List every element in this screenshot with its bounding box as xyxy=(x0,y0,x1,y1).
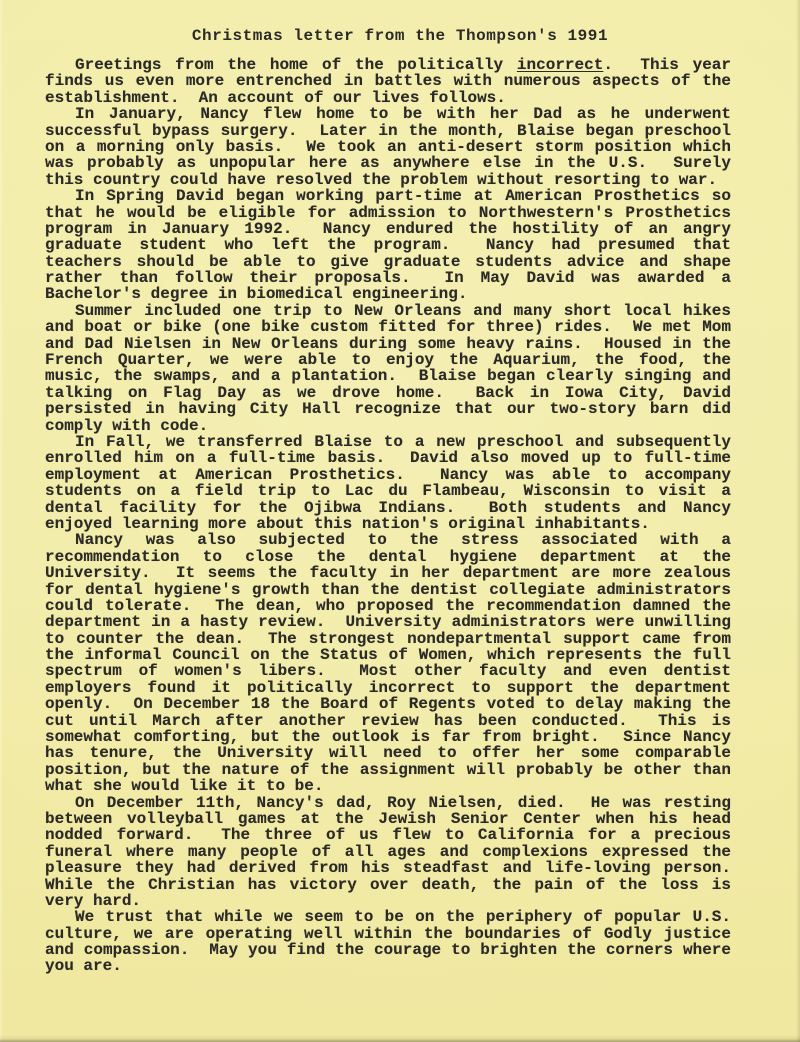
letter-line: students on a field trip to Lac du Flambeau, Wisconsin to visit a xyxy=(45,482,731,501)
letter-line: University. It seems the faculty in her department are more zealous xyxy=(45,564,731,583)
letter-line: between volleyball games at the Jewish Senior Center when his head xyxy=(45,809,731,828)
letter-paragraph xyxy=(45,909,731,975)
letter-title: Christmas letter from the Thompson's 1991 xyxy=(191,27,609,45)
letter-line: to counter the dean. The strongest nondepartmental support came from xyxy=(45,629,731,648)
letter-line: has tenure, the University will need to offer her some comparable xyxy=(45,744,731,763)
letter-line: French Quarter, we were able to enjoy the Aquarium, the food, the xyxy=(45,351,731,370)
letter-line: music, the swamps, and a plantation. Blaise began clearly singing and xyxy=(45,367,731,386)
letter-line: rather than follow their proposals. In May David was awarded a xyxy=(45,269,731,288)
letter-line: teachers should be able to give graduate students advice and shape xyxy=(45,252,731,271)
letter-line: employment at American Prosthetics. Nancy was able to accompany xyxy=(45,465,731,484)
page-bottom-edge-shadow xyxy=(0,1035,800,1042)
letter-line: In January, Nancy flew home to be with her Dad as he underwent xyxy=(75,105,731,124)
letter-line: spectrum of women's libers. Most other faculty and even dentist xyxy=(45,662,731,681)
letter-line: position, but the nature of the assignment will probably be other than xyxy=(45,760,731,779)
letter-line: successful bypass surgery. Later in the month, Blaise began preschool xyxy=(45,121,731,140)
letter-line: you are. xyxy=(45,957,122,976)
letter-line: somewhat comforting, but the outlook is far from bright. Since Nancy xyxy=(45,728,731,747)
letter-paragraph xyxy=(45,795,731,910)
letter-line: could tolerate. The dean, who proposed the recommendation damned the xyxy=(45,596,731,615)
letter-line: and boat or bike (one bike custom fitted for three) rides. We met Mom xyxy=(45,318,731,337)
letter-paragraph xyxy=(45,106,731,188)
letter-line: was probably as unpopular here as anywhere else in the U.S. Surely xyxy=(45,154,731,173)
letter-line: establishment. An account of our lives follows. xyxy=(45,88,506,107)
letter-line: what she would like it to be. xyxy=(45,777,324,796)
letter-line: pleasure they had derived from his steadfast and life-loving person. xyxy=(45,859,731,878)
letter-line: While the Christian has victory over death, the pain of the loss is xyxy=(45,875,731,894)
letter-line: Greetings from the home of the politically incorrect. This year xyxy=(75,56,731,74)
letter-line: comply with code. xyxy=(45,416,209,435)
letter-line: funeral where many people of all ages and complexions expressed the xyxy=(45,842,731,861)
letter-line: persisted in having City Hall recognize that our two-story barn did xyxy=(45,400,731,419)
letter-line: enrolled him on a full-time basis. David also moved up to full-time xyxy=(45,449,731,468)
letter-line: the informal Council on the Status of Women, which represents the full xyxy=(45,646,731,665)
letter-line: that he would be eligible for admission to Northwestern's Prosthetics xyxy=(45,203,731,222)
page-left-edge-highlight xyxy=(0,0,3,1042)
letter-line: Summer included one trip to New Orleans and many short local hikes xyxy=(75,301,731,320)
letter-line: employers found it politically incorrect to support the department xyxy=(45,678,731,697)
letter-paragraph xyxy=(45,188,731,303)
letter-line: We trust that while we seem to be on the periphery of popular U.S. xyxy=(75,908,731,927)
letter-line: department in a hasty review. University administrators were unwilling xyxy=(45,613,731,632)
letter-line: On December 11th, Nancy's dad, Roy Nielsen, died. He was resting xyxy=(75,793,731,812)
letter-line: this country could have resolved the problem without resorting to war. xyxy=(45,170,718,189)
letter-line: and compassion. May you find the courage to brighten the corners where xyxy=(45,941,731,960)
letter-line: for dental hygiene's growth than the dentist collegiate administrators xyxy=(45,580,731,599)
letter-line: culture, we are operating well within the boundaries of Godly justice xyxy=(45,924,731,943)
letter-line: enjoyed learning more about this nation's original inhabitants. xyxy=(45,514,650,533)
letter-line: openly. On December 18 the Board of Regents voted to delay making the xyxy=(45,695,731,714)
letter-paragraph xyxy=(45,303,731,434)
letter-line: talking on Flag Day as we drove home. Back in Iowa City, David xyxy=(45,383,731,402)
letter-paragraph xyxy=(45,532,731,794)
letter-line: Nancy was also subjected to the stress associated with a xyxy=(75,531,731,550)
letter-line: finds us even more entrenched in battles with numerous aspects of the xyxy=(45,72,731,91)
letter-line: on a morning only basis. We took an anti-desert storm position which xyxy=(45,137,731,156)
letter-line: nodded forward. The three of us flew to California for a precious xyxy=(45,826,731,845)
letter-line: cut until March after another review has been conducted. This is xyxy=(45,711,731,730)
letter-paragraph xyxy=(45,57,731,106)
underlined-word: incorrect xyxy=(516,56,604,74)
page-right-edge-shadow xyxy=(796,0,800,1042)
letter-line: In Spring David began working part-time at American Prosthetics so xyxy=(75,187,731,206)
letter-line: In Fall, we transferred Blaise to a new preschool and subsequently xyxy=(75,432,731,451)
letter-paragraph xyxy=(45,434,731,532)
letter-line: very hard. xyxy=(45,891,142,910)
letter-line: program in January 1992. Nancy endured the hostility of an angry xyxy=(45,219,731,238)
letter-body xyxy=(45,57,731,975)
letter-line: dental facility for the Ojibwa Indians. Both students and Nancy xyxy=(45,498,731,517)
letter-line: Bachelor's degree in biomedical engineering. xyxy=(45,285,468,304)
letter-line: recommendation to close the dental hygiene department at the xyxy=(45,547,731,566)
letter-line: graduate student who left the program. Nancy had presumed that xyxy=(45,236,731,255)
letter-line: and Dad Nielsen in New Orleans during some heavy rains. Housed in the xyxy=(45,334,731,353)
